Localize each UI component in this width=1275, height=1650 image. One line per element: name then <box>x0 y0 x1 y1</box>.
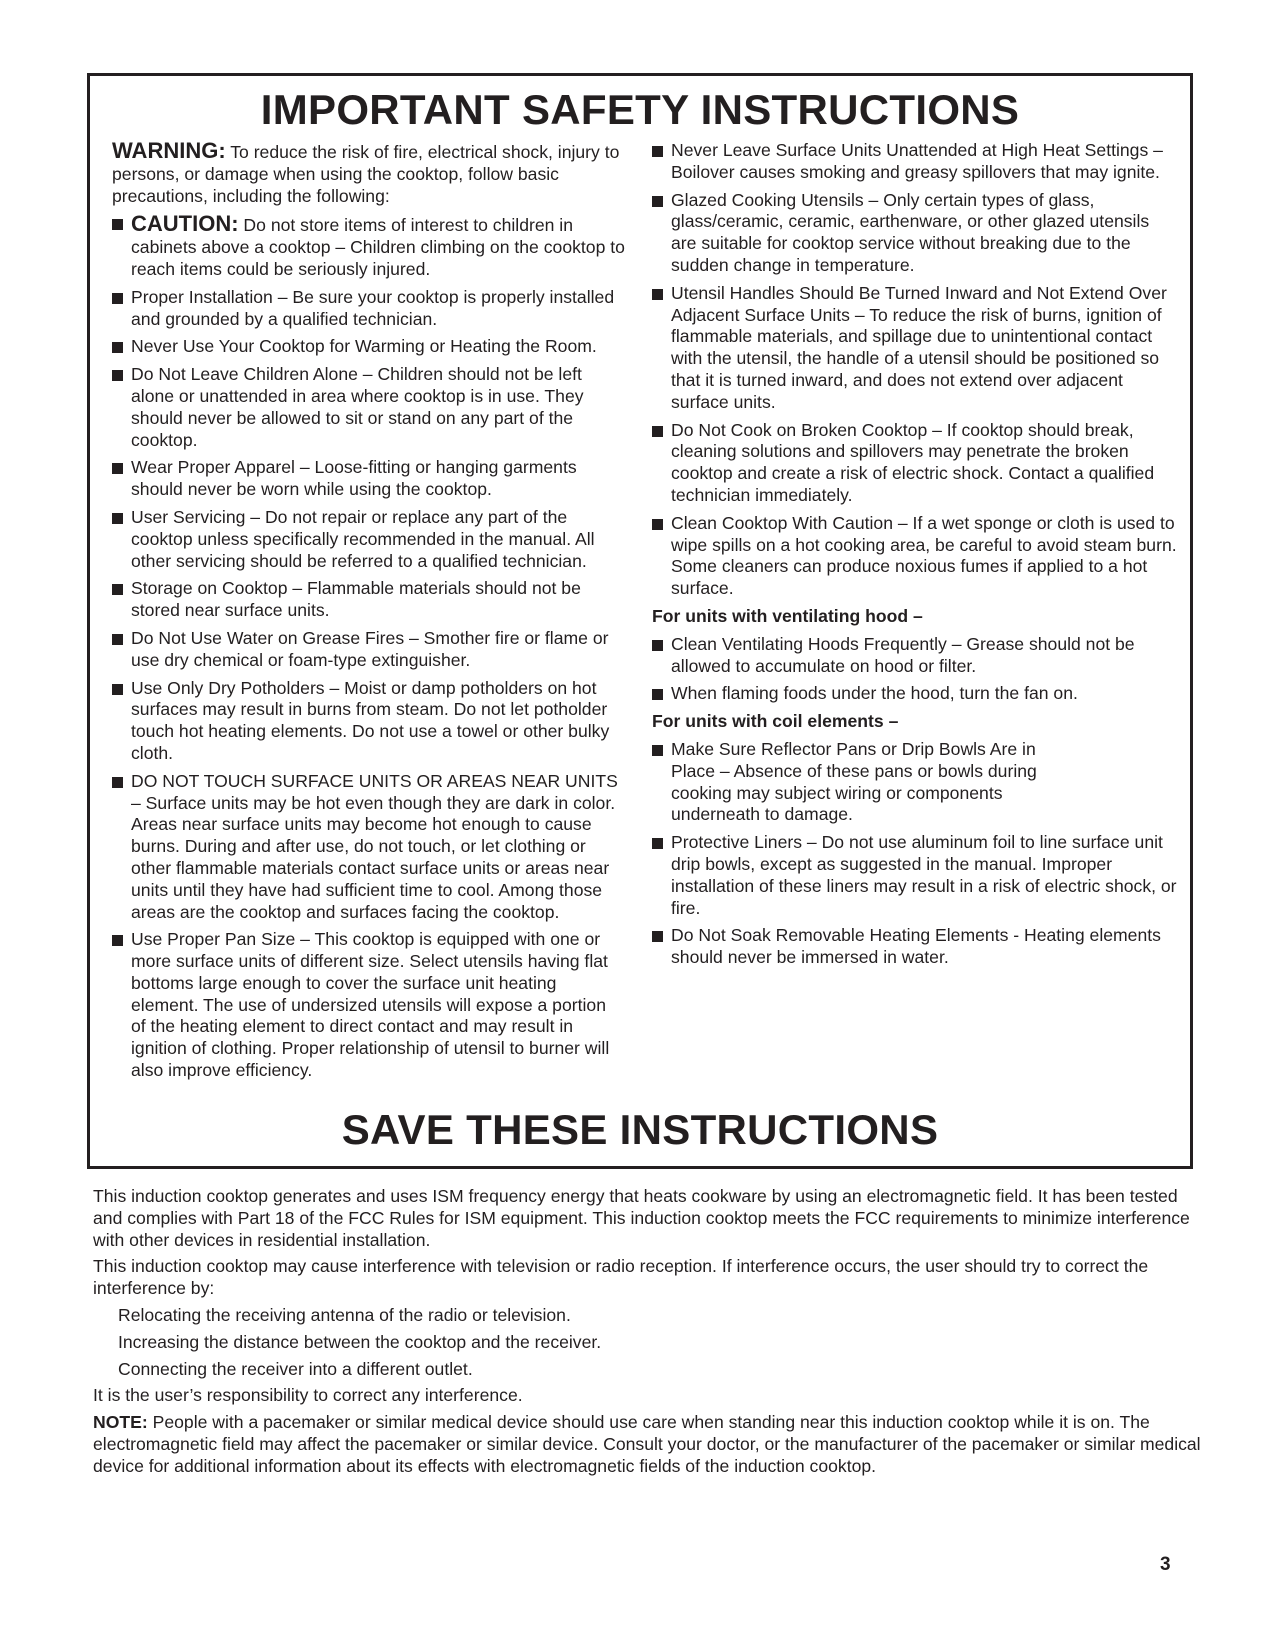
list-item-text: Use Proper Pan Size – This cooktop is equipped with one or more surface units of different size. Select utensils having flat bottoms large enough to cover the surface unit heating element. The use of undersized utensils will expose a portion of the heating element to direct contact and may result in ignition of clothing. Proper relationship of utensil to burner will also improve efficiency. <box>131 929 610 1081</box>
square-bullet-icon <box>112 628 131 672</box>
square-bullet-icon <box>112 213 131 280</box>
list-item-text: Do Not Leave Children Alone – Children should not be left alone or unattended in area where cooktop is in use. They should never be allowed to sit or stand on any part of the cooktop. <box>131 364 584 450</box>
responsibility-paragraph: It is the user’s responsibility to correct any interference. <box>93 1385 523 1406</box>
list-item <box>112 457 625 501</box>
safety-instructions-box <box>87 73 1193 1169</box>
list-item <box>652 832 1177 919</box>
list-item <box>112 771 625 924</box>
square-bullet-icon <box>652 832 671 919</box>
list-item-text: Use Only Dry Potholders – Moist or damp potholders on hot surfaces may result in burns from steam. Do not let potholder touch hot heating elements. Do not use a towel or other bulky cloth. <box>131 677 610 763</box>
caution-label: CAUTION: <box>131 211 239 237</box>
step-item: Connecting the receiver into a different outlet. <box>118 1358 473 1379</box>
list-item <box>652 190 1177 277</box>
square-bullet-icon <box>112 364 131 451</box>
warning-text: To reduce the risk of fire, electrical shock, injury to persons, or damage when using the cooktop, follow basic precautions, including the following: <box>112 142 620 206</box>
square-bullet-icon <box>652 739 671 826</box>
list-item-text: User Servicing – Do not repair or replace any part of the cooktop unless specifically recommended in the manual. All other servicing should be referred to a qualified technician. <box>131 506 595 571</box>
save-instructions-title: SAVE THESE INSTRUCTIONS <box>341 1106 939 1153</box>
list-item-text: Glazed Cooking Utensils – Only certain types of glass, glass/ceramic, ceramic, earthenware, or other glazed utensils are suitable for cooktop service without breaking due to the sudden change in temperature. <box>671 189 1150 275</box>
list-item-text: Protective Liners – Do not use aluminum foil to line surface unit drip bowls, except as suggested in the manual. Improper installation of these liners may result in a risk of electric shock, or fire. <box>671 832 1177 918</box>
warning-paragraph <box>112 140 625 207</box>
square-bullet-icon <box>112 336 131 358</box>
caution-text: Do not store items of interest to children in cabinets above a cooktop – Children climbing on the cooktop to reach items could be seriously injured. <box>131 215 625 279</box>
list-item-text: Never Leave Surface Units Unattended at High Heat Settings – Boilover causes smoking and greasy spillovers that may ignite. <box>671 140 1163 182</box>
caution-item <box>112 213 625 280</box>
list-item <box>112 578 625 622</box>
square-bullet-icon <box>652 925 671 969</box>
list-item-text: Do Not Cook on Broken Cooktop – If cooktop should break, cleaning solutions and spillovers may penetrate the broken cooktop and create a risk of electric shock. Contact a qualified technician immediately. <box>671 419 1155 505</box>
square-bullet-icon <box>112 457 131 501</box>
square-bullet-icon <box>652 683 671 705</box>
list-item-text: Clean Ventilating Hoods Frequently – Grease should not be allowed to accumulate on hood or filter. <box>671 633 1135 676</box>
list-item-text: Do Not Soak Removable Heating Elements - Heating elements should never be immersed in water. <box>671 925 1161 968</box>
interference-paragraph: This induction cooktop may cause interference with television or radio reception. If interference occurs, the user should try to correct the interference by: <box>93 1256 1149 1299</box>
list-item-text: Proper Installation – Be sure your cooktop is properly installed and grounded by a qualified technician. <box>131 286 615 329</box>
list-item <box>112 364 625 451</box>
list-item-text: Do Not Use Water on Grease Fires – Smother fire or flame or use dry chemical or foam-type extinguisher. <box>131 627 609 670</box>
warning-label: WARNING: <box>112 138 226 163</box>
square-bullet-icon <box>652 513 671 600</box>
page-number: 3 <box>1160 1554 1171 1575</box>
list-item <box>112 678 625 765</box>
fcc-information <box>93 1186 1203 1483</box>
right-column <box>652 140 1177 975</box>
list-item <box>112 929 625 1082</box>
list-item-text: When flaming foods under the hood, turn the fan on. <box>671 683 1078 704</box>
step-item: Increasing the distance between the cooktop and the receiver. <box>118 1331 602 1352</box>
note-paragraph <box>93 1412 1203 1477</box>
square-bullet-icon <box>112 929 131 1082</box>
square-bullet-icon <box>112 771 131 924</box>
coil-heading: For units with coil elements – <box>652 711 899 732</box>
safety-title: IMPORTANT SAFETY INSTRUCTIONS <box>260 86 1020 133</box>
note-text: People with a pacemaker or similar medical device should use care when standing near this induction cooktop while it is on. The electromagnetic field may affect the pacemaker or similar device. Consult your doctor, or the manufacturer of the pacemaker or similar medical device for additional information about its effects with electromagnetic fields of the induction cooktop. <box>93 1412 1201 1476</box>
list-item <box>652 140 1177 184</box>
square-bullet-icon <box>112 578 131 622</box>
list-item <box>652 683 1177 705</box>
note-label: NOTE: <box>93 1412 148 1433</box>
list-item <box>652 420 1177 507</box>
list-item <box>112 628 625 672</box>
list-item-text: DO NOT TOUCH SURFACE UNITS OR AREAS NEAR UNITS – Surface units may be hot even though they are dark in color. Areas near surface units may become hot enough to cause burns. During and after use, do not touch, or let clothing or other flammable materials contact surface units or areas near units until they have had sufficient time to cool. Among those areas are the cooktop and surfaces facing the cooktop. <box>131 770 618 922</box>
hood-heading: For units with ventilating hood – <box>652 605 923 626</box>
list-item <box>652 634 1177 678</box>
list-item-text: Utensil Handles Should Be Turned Inward and Not Extend Over Adjacent Surface Units – To reduce the risk of burns, ignition of flammable materials, and spillage due to unintentional contact with the utensil, the handle of a utensil should be positioned so that it is turned inward, and does not extend over adjacent surface units. <box>671 282 1167 412</box>
list-item <box>112 336 625 358</box>
square-bullet-icon <box>652 283 671 414</box>
square-bullet-icon <box>652 190 671 277</box>
list-item <box>652 739 1177 826</box>
list-item-text: Storage on Cooktop – Flammable materials should not be stored near surface units. <box>131 578 581 621</box>
list-item-text: Wear Proper Apparel – Loose-fitting or hanging garments should never be worn while using the cooktop. <box>131 457 577 500</box>
square-bullet-icon <box>652 634 671 678</box>
left-column <box>112 140 625 1088</box>
square-bullet-icon <box>112 678 131 765</box>
list-item <box>652 925 1177 969</box>
square-bullet-icon <box>112 507 131 572</box>
step-item: Relocating the receiving antenna of the radio or television. <box>118 1304 571 1325</box>
list-item <box>112 507 625 572</box>
list-item-text: Make Sure Reflector Pans or Drip Bowls Are in Place – Absence of these pans or bowls during cooking may subject wiring or components underneath to damage. <box>671 738 1037 825</box>
list-item-text: Clean Cooktop With Caution – If a wet sponge or cloth is used to wipe spills on a hot cooking area, be careful to avoid steam burn. Some cleaners can produce noxious fumes if applied to a hot surface. <box>671 512 1177 599</box>
square-bullet-icon <box>652 420 671 507</box>
square-bullet-icon <box>652 140 671 184</box>
list-item-text: Never Use Your Cooktop for Warming or Heating the Room. <box>131 336 597 357</box>
square-bullet-icon <box>112 287 131 331</box>
fcc-paragraph: This induction cooktop generates and uses ISM frequency energy that heats cookware by using an electromagnetic field. It has been tested and complies with Part 18 of the FCC Rules for ISM equipment. This induction cooktop meets the FCC requirements to minimize interference with other devices in residential installation. <box>93 1186 1190 1250</box>
list-item <box>652 513 1177 600</box>
list-item <box>112 287 625 331</box>
list-item <box>652 283 1177 414</box>
